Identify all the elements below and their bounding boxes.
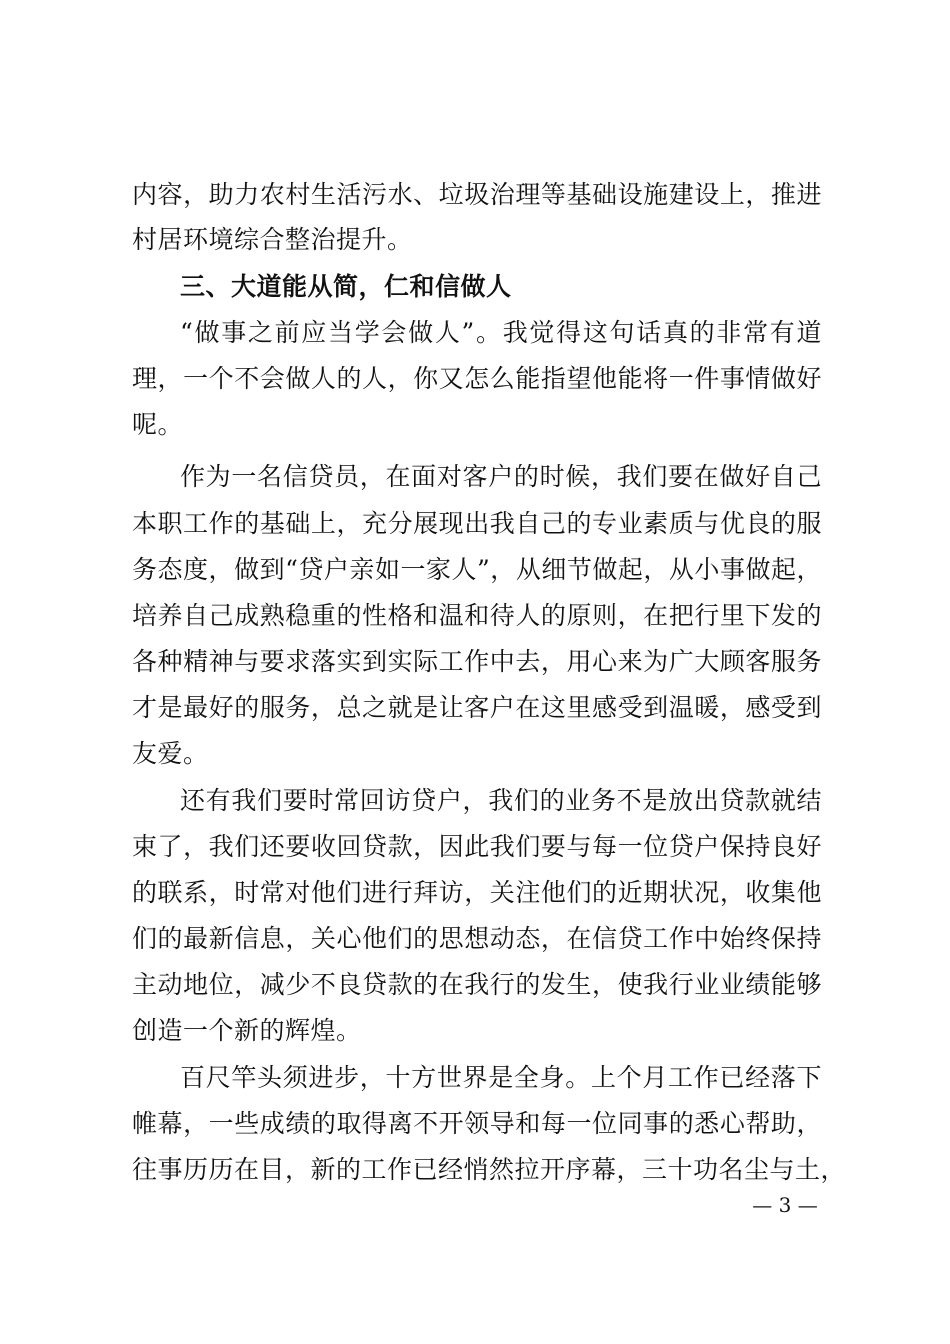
- text-line: 往事历历在目，新的工作已经悄然拉开序幕，三十功名尘与土，: [132, 1155, 847, 1184]
- text-line: 理，一个不会做人的人，你又怎么能指望他能将一件事情做好: [132, 364, 822, 393]
- text-line: 创造一个新的辉煌。: [132, 1016, 362, 1045]
- page-number: — 3 —: [752, 1193, 818, 1217]
- text-line: 呢。: [132, 410, 184, 439]
- text-line: 主动地位，减少不良贷款的在我行的发生，使我行业业绩能够: [132, 970, 822, 999]
- text-line: 本职工作的基础上，充分展现出我自己的专业素质与优良的服: [132, 509, 822, 538]
- text-line: 们的最新信息，关心他们的思想动态，在信贷工作中始终保持: [132, 924, 822, 953]
- text-line: 还有我们要时常回访贷户，我们的业务不是放出贷款就结: [180, 786, 822, 815]
- text-line: 务态度，做到“贷户亲如一家人”，从细节做起，从小事做起，: [132, 555, 822, 584]
- text-line: 帷幕，一些成绩的取得离不开领导和每一位同事的悉心帮助，: [132, 1109, 822, 1138]
- text-line: “做事之前应当学会做人”。我觉得这句话真的非常有道: [180, 318, 822, 347]
- text-line: 作为一名信贷员，在面对客户的时候，我们要在做好自己: [180, 462, 822, 491]
- text-line: 才是最好的服务，总之就是让客户在这里感受到温暖，感受到: [132, 693, 822, 722]
- text-line: 内容，助力农村生活污水、垃圾治理等基础设施建设上，推进: [132, 180, 822, 209]
- text-line: 百尺竿头须进步，十方世界是全身。上个月工作已经落下: [180, 1063, 822, 1092]
- text-line: 友爱。: [132, 739, 209, 768]
- text-line: 的联系，时常对他们进行拜访，关注他们的近期状况，收集他: [132, 878, 822, 907]
- section-heading: 三、大道能从简，仁和信做人: [180, 272, 512, 301]
- text-line: 各种精神与要求落实到实际工作中去，用心来为广大顾客服务: [132, 647, 822, 676]
- text-line: 培养自己成熟稳重的性格和温和待人的原则，在把行里下发的: [132, 601, 822, 630]
- text-line: 束了，我们还要收回贷款，因此我们要与每一位贷户保持良好: [132, 832, 822, 861]
- text-line: 村居环境综合整治提升。: [132, 225, 413, 254]
